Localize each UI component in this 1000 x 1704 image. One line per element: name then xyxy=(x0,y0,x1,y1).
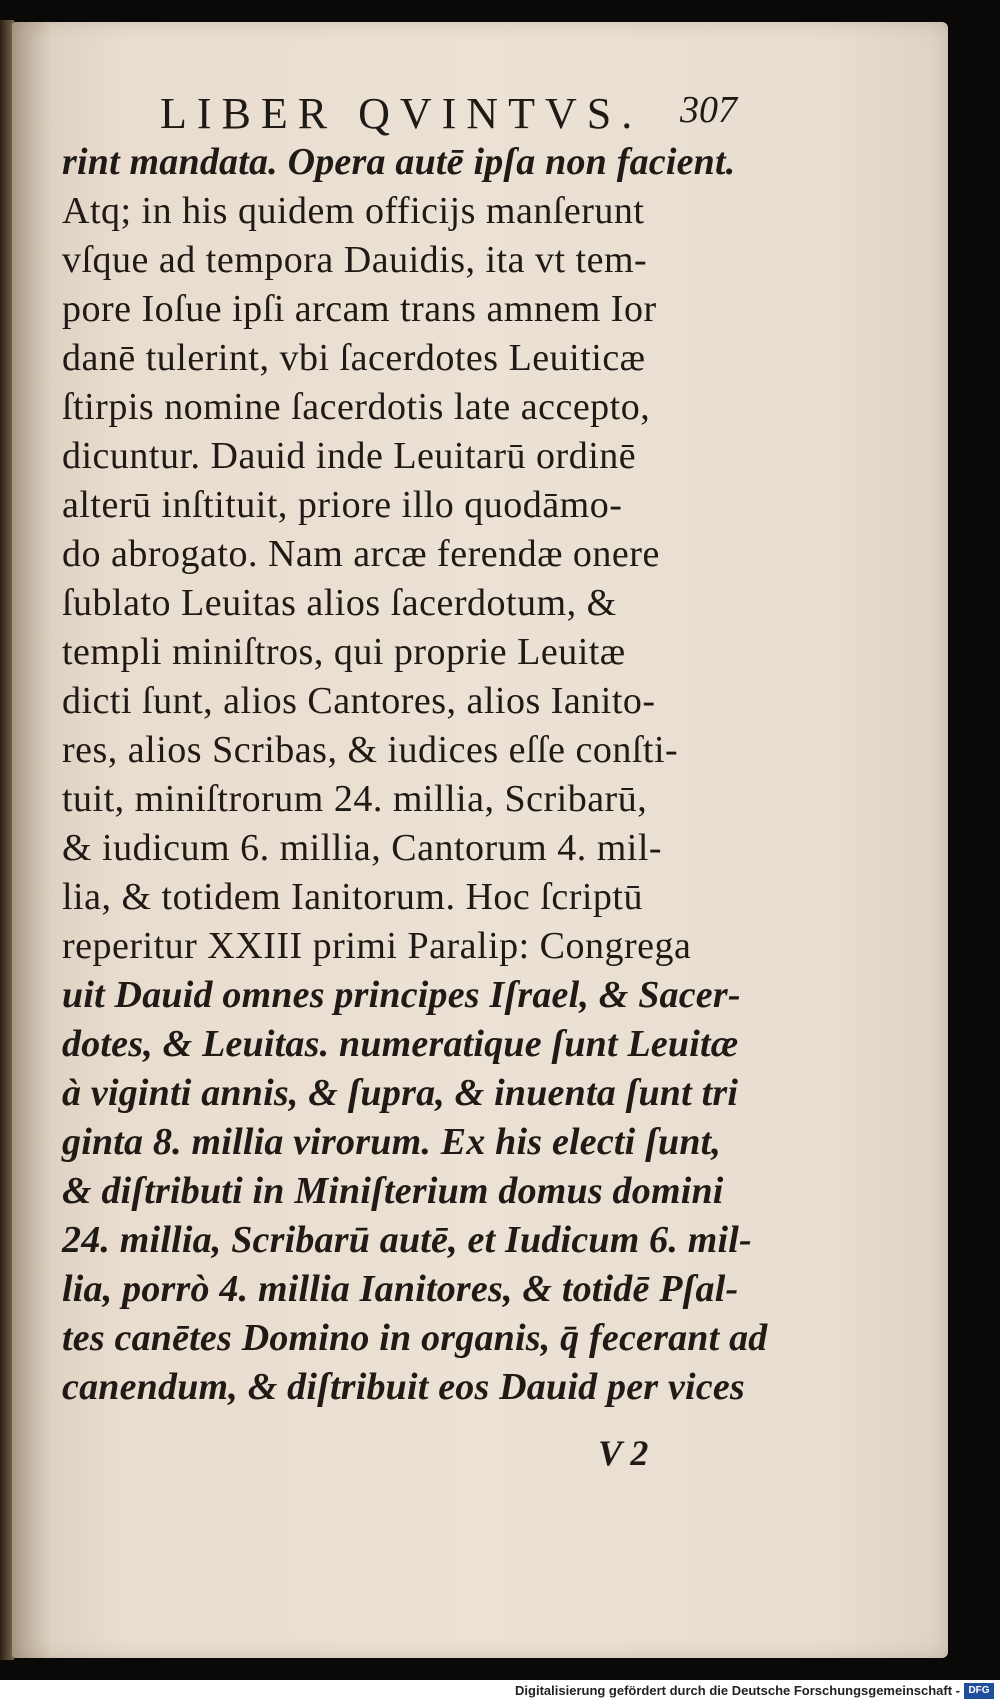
text-line: 24. millia, Scribarū autē, et Iudicum 6. mil- xyxy=(62,1219,752,1261)
page-number: 307 xyxy=(680,89,737,131)
text-line: dicti ſunt, alios Cantores, alios Ianito- xyxy=(62,680,656,722)
running-head-title: LIBER QVINTVS. xyxy=(160,89,643,138)
text-line: uit Dauid omnes principes Iſrael, & Sacer- xyxy=(62,974,741,1016)
text-line: lia, porrò 4. millia Ianitores, & totidē Pſal- xyxy=(62,1268,739,1310)
text-line: pore Ioſue ipſi arcam trans amnem Ior xyxy=(62,288,657,330)
text-line: do abrogato. Nam arcæ ferendæ onere xyxy=(62,533,660,575)
text-line: ſtirpis nomine ſacerdotis late accepto, xyxy=(62,386,651,428)
text-line: & diſtributi in Miniſterium domus domini xyxy=(62,1170,724,1212)
text-line: & iudicum 6. millia, Cantorum 4. mil- xyxy=(62,827,663,869)
text-line: tes canētes Domino in organis, q̄ fecerant ad xyxy=(62,1317,768,1359)
text-line: dotes, & Leuitas. numeratique ſunt Leuitæ xyxy=(62,1023,739,1065)
text-line: dicuntur. Dauid inde Leuitarū ordinē xyxy=(62,435,637,477)
text-line: ginta 8. millia virorum. Ex his electi ſunt, xyxy=(62,1121,722,1163)
text-line: vſque ad tempora Dauidis, ita vt tem- xyxy=(62,239,648,281)
body-text xyxy=(62,138,768,1412)
gutter-shadow xyxy=(12,22,52,1658)
text-line: danē tulerint, vbi ſacerdotes Leuiticæ xyxy=(62,337,646,379)
text-line: tuit, miniſtrorum 24. millia, Scribarū, xyxy=(62,778,648,820)
text-line: rint mandata. Opera autē ipſa non facient. xyxy=(62,141,736,183)
text-line: reperitur XXIII primi Paralip: Congrega xyxy=(62,925,692,967)
text-line: lia, & totidem Ianitorum. Hoc ſcriptū xyxy=(62,876,643,918)
dfg-logo-icon: DFG xyxy=(964,1683,994,1699)
text-line: canendum, & diſtribuit eos Dauid per vices xyxy=(62,1366,745,1408)
text-line: à viginti annis, & ſupra, & inuenta ſunt tri xyxy=(62,1072,739,1114)
digitization-credit: Digitalisierung gefördert durch die Deutsche Forschungsgemeinschaft - xyxy=(515,1683,960,1698)
text-line: res, alios Scribas, & iudices eſſe conſti- xyxy=(62,729,679,771)
text-line: ſublato Leuitas alios ſacerdotum, & xyxy=(62,582,617,624)
text-line: alterū inſtituit, priore illo quodāmo- xyxy=(62,484,623,526)
text-line: Atq; in his quidem officijs manſerunt xyxy=(62,190,645,232)
text-line: templi miniſtros, qui proprie Leuitæ xyxy=(62,631,626,673)
catchword: V 2 xyxy=(598,1433,649,1473)
